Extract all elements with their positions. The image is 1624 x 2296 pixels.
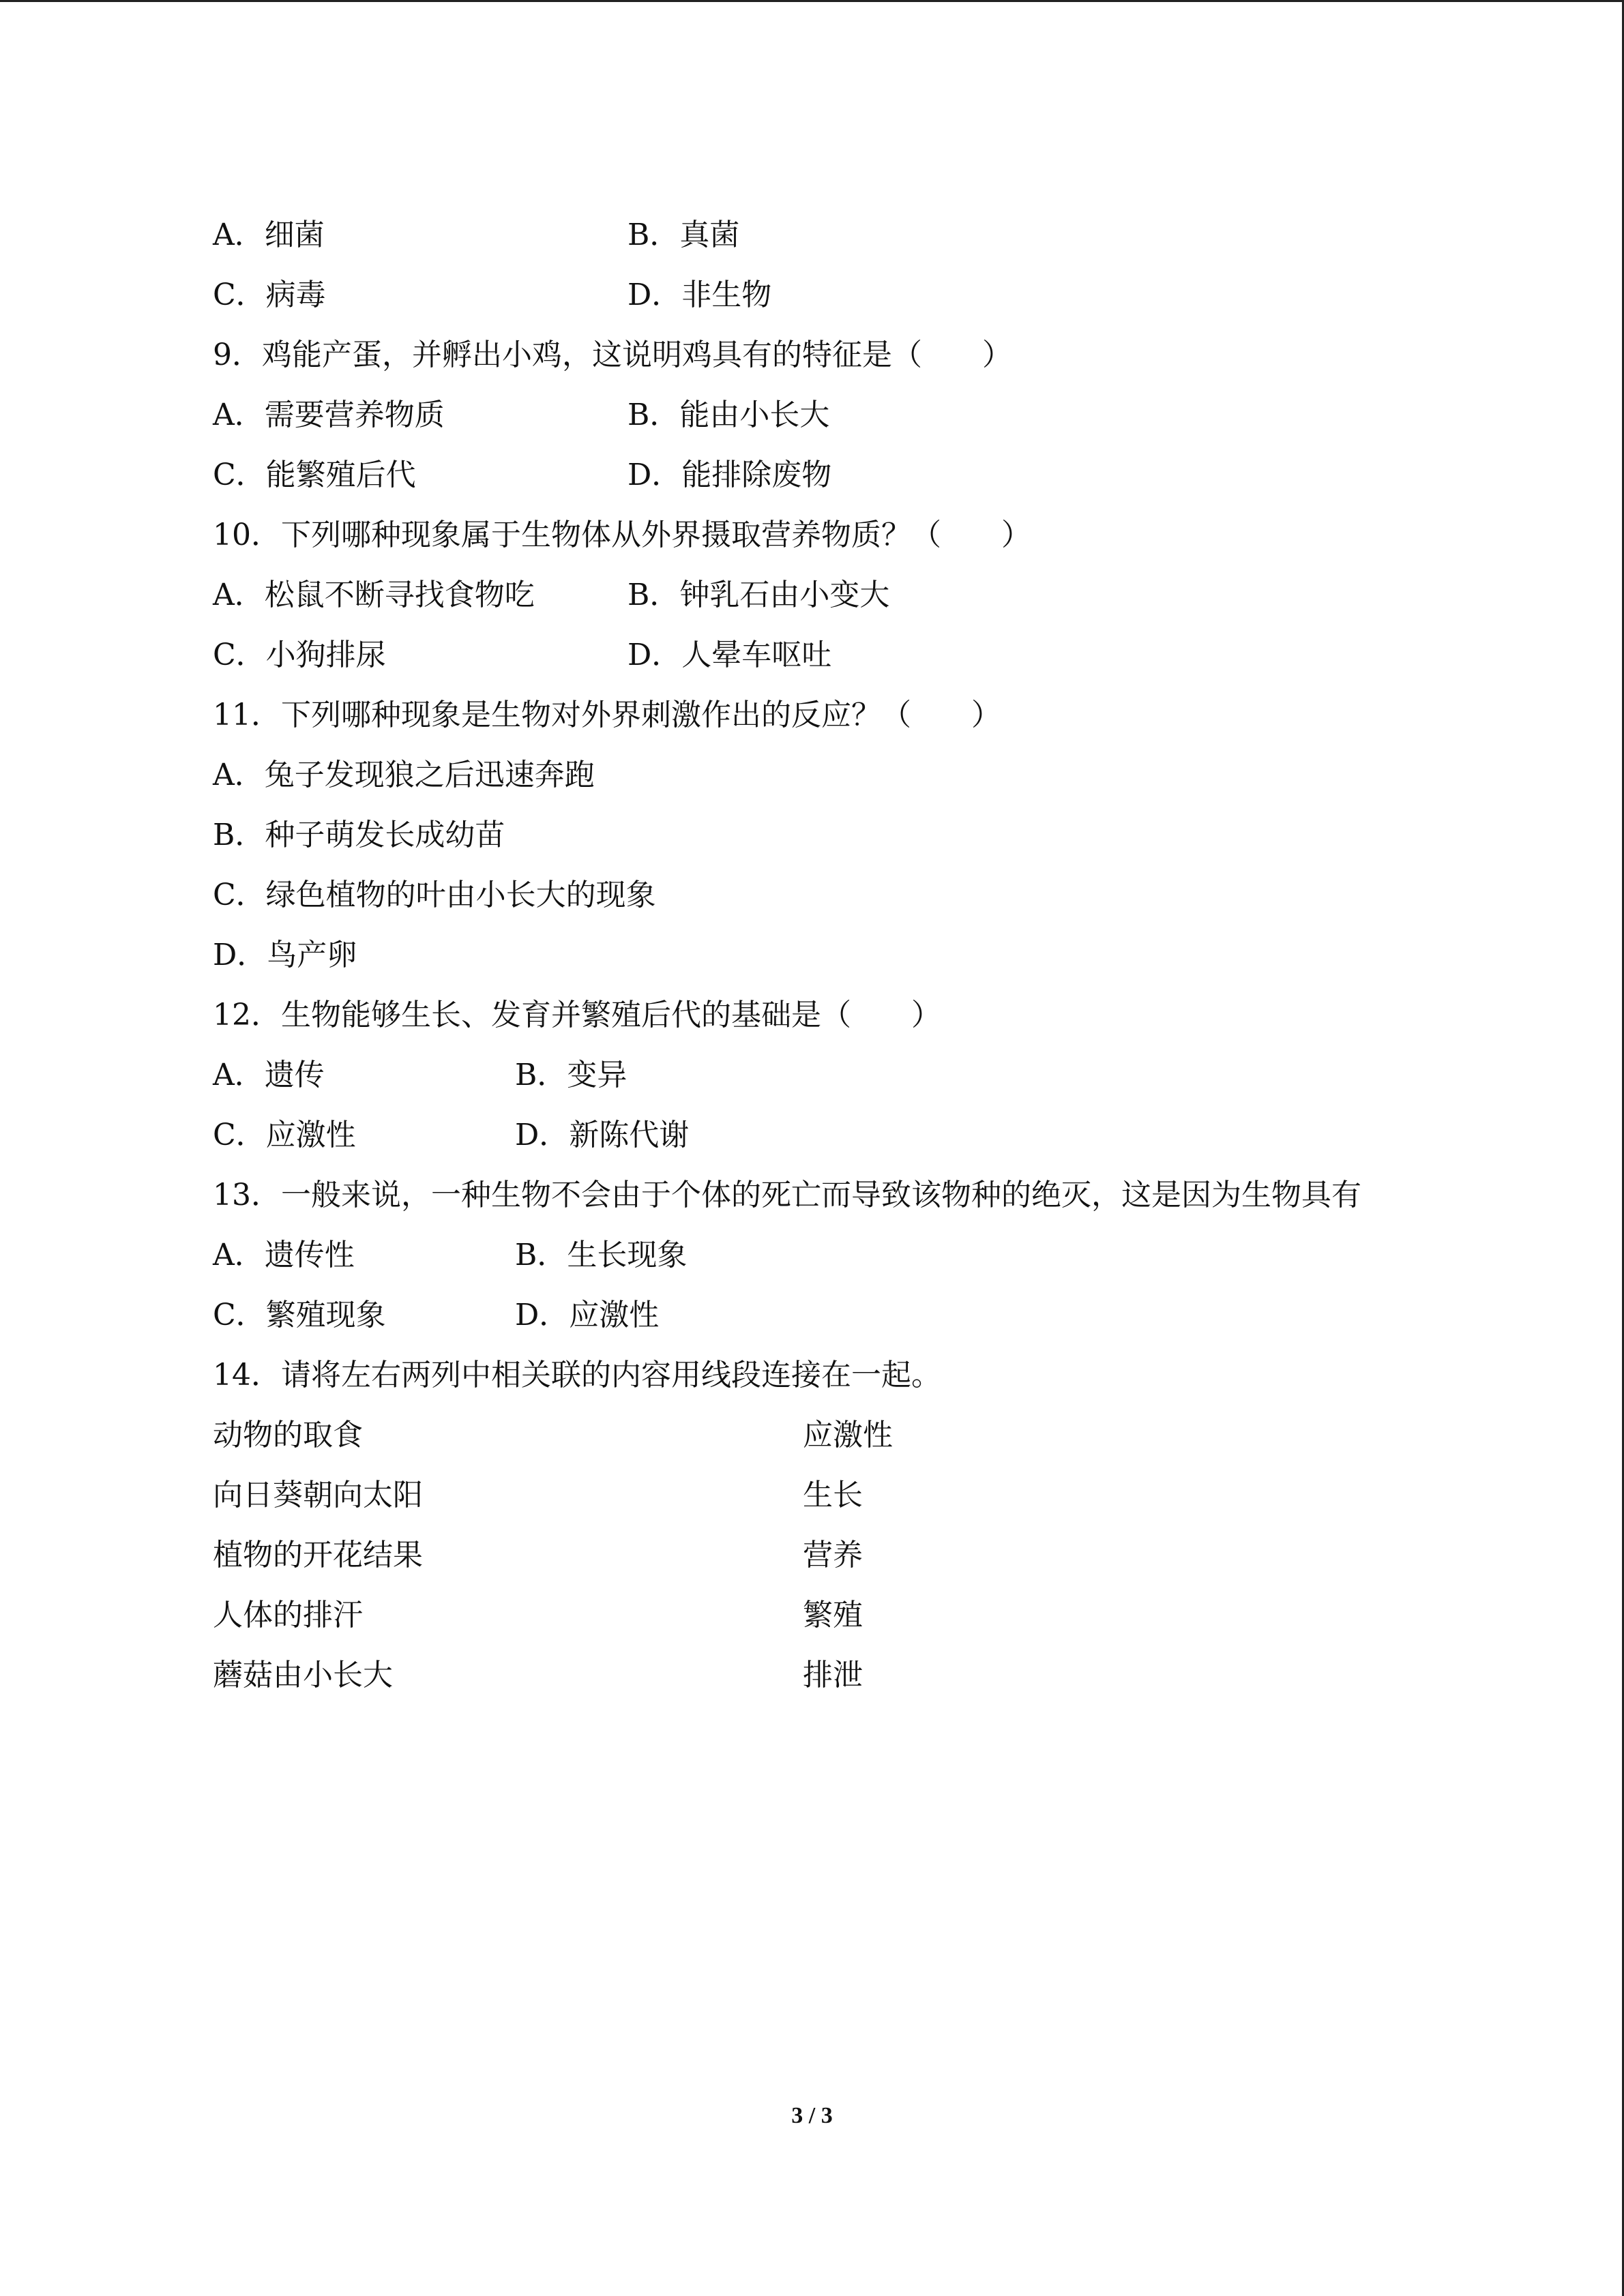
q14-right-item[interactable]: 营养 — [803, 1538, 863, 1572]
q14-match-row-2 — [213, 1475, 863, 1516]
q9-option-c[interactable]: C．能繁殖后代 — [213, 458, 416, 492]
q8-option-a[interactable]: A．细菌 — [213, 218, 325, 252]
q13-option-a[interactable]: A．遗传性 — [213, 1238, 355, 1272]
q11-option-c[interactable]: C．绿色植物的叶由小长大的现象 — [213, 878, 656, 912]
q14-left-item[interactable]: 蘑菇由小长大 — [213, 1658, 393, 1693]
q11-stem: 11．下列哪种现象是生物对外界刺激作出的反应？（ ） — [213, 698, 1001, 732]
q11-option-a[interactable]: A．兔子发现狼之后迅速奔跑 — [213, 758, 595, 792]
q12-option-a[interactable]: A．遗传 — [213, 1058, 325, 1092]
q14-right-item[interactable]: 生长 — [803, 1478, 863, 1512]
q8-option-d[interactable]: D．非生物 — [628, 278, 772, 312]
q10-options-row-1 — [213, 575, 890, 616]
q10-option-d[interactable]: D．人晕车呕吐 — [628, 638, 832, 672]
q14-stem: 14．请将左右两列中相关联的内容用线段连接在一起。 — [213, 1358, 941, 1392]
q12-option-b[interactable]: B．变异 — [515, 1058, 628, 1092]
q10-option-c[interactable]: C．小狗排尿 — [213, 638, 386, 672]
page-number: 3 / 3 — [791, 2103, 833, 2128]
q9-option-a[interactable]: A．需要营养物质 — [213, 398, 445, 432]
q10-option-a[interactable]: A．松鼠不断寻找食物吃 — [213, 578, 535, 612]
q9-options-row-1 — [213, 395, 830, 436]
q14-left-item[interactable]: 人体的排汗 — [213, 1598, 363, 1632]
q12-options-row-2 — [213, 1115, 690, 1156]
q9-option-d[interactable]: D．能排除废物 — [628, 458, 832, 492]
q12-options-row-1 — [213, 1055, 628, 1096]
q8-options-row-2 — [213, 275, 772, 316]
q14-match-row-5 — [213, 1655, 863, 1696]
q9-option-b[interactable]: B．能由小长大 — [628, 398, 830, 432]
q11-option-b[interactable]: B．种子萌发长成幼苗 — [213, 818, 505, 852]
q14-match-row-3 — [213, 1535, 863, 1576]
page-border-top — [0, 0, 1624, 2]
q13-option-d[interactable]: D．应激性 — [515, 1298, 660, 1332]
q8-options-row-1 — [213, 215, 740, 256]
q14-left-item[interactable]: 动物的取食 — [213, 1418, 363, 1452]
q13-options-row-1 — [213, 1235, 688, 1276]
q14-match-row-1 — [213, 1415, 893, 1456]
q14-left-item[interactable]: 向日葵朝向太阳 — [213, 1478, 423, 1512]
q9-options-row-2 — [213, 455, 832, 496]
q14-match-row-4 — [213, 1595, 863, 1636]
q14-right-item[interactable]: 繁殖 — [803, 1598, 863, 1632]
q12-option-c[interactable]: C．应激性 — [213, 1118, 356, 1152]
q13-option-b[interactable]: B．生长现象 — [515, 1238, 688, 1272]
q13-stem: 13．一般来说，一种生物不会由于个体的死亡而导致该物种的绝灭，这是因为生物具有 — [213, 1178, 1361, 1212]
q14-left-item[interactable]: 植物的开花结果 — [213, 1538, 423, 1572]
q11-option-d[interactable]: D．鸟产卵 — [213, 938, 357, 972]
q8-option-c[interactable]: C．病毒 — [213, 278, 326, 312]
q12-option-d[interactable]: D．新陈代谢 — [515, 1118, 690, 1152]
q10-options-row-2 — [213, 635, 832, 676]
q13-options-row-2 — [213, 1295, 660, 1336]
q8-option-b[interactable]: B．真菌 — [628, 218, 740, 252]
q13-option-c[interactable]: C．繁殖现象 — [213, 1298, 386, 1332]
q10-stem: 10．下列哪种现象属于生物体从外界摄取营养物质？（ ） — [213, 518, 1031, 552]
q14-right-item[interactable]: 应激性 — [803, 1418, 893, 1452]
q12-stem: 12．生物能够生长、发育并繁殖后代的基础是（ ） — [213, 998, 941, 1032]
q9-stem: 9．鸡能产蛋，并孵出小鸡，这说明鸡具有的特征是（ ） — [213, 338, 1012, 372]
q10-option-b[interactable]: B．钟乳石由小变大 — [628, 578, 890, 612]
q14-right-item[interactable]: 排泄 — [803, 1658, 863, 1693]
